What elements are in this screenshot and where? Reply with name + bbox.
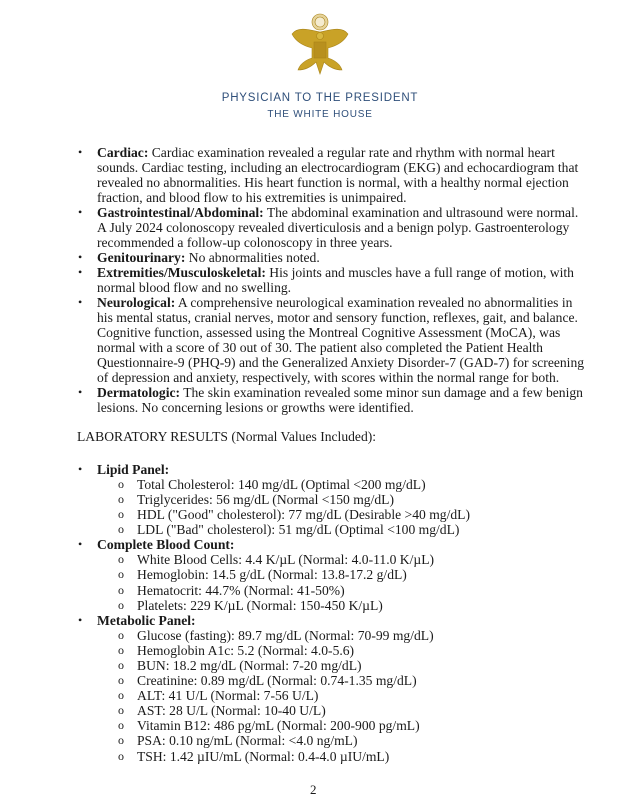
bullet-icon: •: [78, 265, 83, 279]
lab-result: [0, 703, 640, 718]
exam-item-text: No abnormalities noted.: [185, 250, 320, 265]
lab-result: [0, 628, 640, 643]
exam-item-text: Cognitive function, assessed using the Montreal Cognitive Assessment (MoCA), was: [97, 325, 561, 340]
lab-result-text: White Blood Cells: 4.4 K/µL (Normal: 4.0-11.0 K/µL): [137, 552, 435, 568]
exam-item-text: His joints and muscles have a full range of motion, with: [265, 265, 574, 280]
lab-result-text: TSH: 1.42 µIU/mL (Normal: 0.4-4.0 µIU/mL): [137, 748, 390, 764]
lab-panel-label: [97, 537, 640, 552]
exam-item-line: [97, 235, 640, 250]
lab-result-text: BUN: 18.2 mg/dL (Normal: 7-20 mg/dL): [137, 657, 362, 673]
lab-panel-label: [97, 613, 640, 628]
presidential-seal-icon: [288, 12, 352, 78]
exam-item-text: sounds. Cardiac testing, including an electrocardiogram (EKG) and echocardiogram that: [97, 160, 579, 175]
exam-item-line: [97, 310, 640, 325]
exam-item-label: Genitourinary:: [97, 250, 186, 265]
sub-bullet-icon: o: [118, 522, 124, 537]
exam-item-label: Gastrointestinal/Abdominal:: [97, 205, 264, 220]
lab-result: [0, 477, 640, 492]
exam-item-line: [97, 370, 640, 385]
lab-result-text: Vitamin B12: 486 pg/mL (Normal: 200-900 pg/mL): [137, 718, 420, 734]
sub-bullet-icon: o: [118, 688, 124, 703]
lab-result: [0, 718, 640, 733]
bullet-icon: •: [78, 295, 83, 309]
sub-bullet-icon: o: [118, 703, 124, 718]
lab-panel-title: Complete Blood Count:: [97, 537, 235, 553]
exam-item-text: normal with a score of 30 out of 30. The patient also completed the Patient Health: [97, 340, 543, 355]
lab-result: [0, 492, 640, 507]
lab-result: [0, 583, 640, 598]
lab-result: [0, 522, 640, 537]
exam-item-label: Neurological:: [97, 295, 176, 310]
exam-item-text: fraction, and blood flow to his extremities is unimpaired.: [97, 190, 407, 205]
exam-item-text: his mental status, cranial nerves, motor and sensory function, reflexes, gait, and balance.: [97, 310, 578, 325]
exam-item-text: A comprehensive neurological examination revealed no abnormalities in: [175, 295, 573, 310]
exam-item: [0, 250, 640, 265]
lab-result: [0, 643, 640, 658]
sub-bullet-icon: o: [118, 627, 124, 642]
exam-item-text: normal blood flow and no swelling.: [97, 280, 292, 295]
exam-item-line: [97, 145, 640, 160]
exam-item-line: [97, 190, 640, 205]
sub-bullet-icon: o: [118, 733, 124, 748]
exam-item-text: revealed no abnormalities. His heart function is normal, with a healthy normal ejection: [97, 175, 569, 190]
sub-bullet-icon: o: [118, 657, 124, 672]
bullet-icon: •: [78, 205, 83, 219]
exam-item-line: [97, 205, 640, 220]
exam-item-text: A July 2024 colonoscopy revealed diverticulosis and a benign polyp. Gastroenterology: [97, 220, 570, 235]
lab-panel-label: [97, 462, 640, 477]
page-number: 2: [310, 782, 317, 797]
exam-item-line: [97, 295, 640, 310]
sub-bullet-icon: o: [118, 492, 124, 507]
sub-bullet-icon: o: [118, 718, 124, 733]
exam-item-line: [97, 175, 640, 190]
exam-item: [0, 385, 640, 415]
lab-results-list: [0, 462, 640, 764]
sub-bullet-icon: o: [118, 673, 124, 688]
lab-result: [0, 507, 640, 522]
exam-item-line: [97, 340, 640, 355]
lab-result-text: PSA: 0.10 ng/mL (Normal: <4.0 ng/mL): [137, 733, 358, 749]
lab-panel-title: Lipid Panel:: [97, 462, 170, 477]
letterhead-subtitle: THE WHITE HOUSE: [267, 109, 373, 120]
lab-panel: [0, 537, 640, 552]
exam-item-line: [97, 220, 640, 235]
exam-item-text: lesions. No concerning lesions or growths were identified.: [97, 400, 414, 415]
sub-bullet-icon: o: [118, 477, 124, 491]
exam-item-line: [97, 280, 640, 295]
lab-result: [0, 673, 640, 688]
exam-item-label: Cardiac:: [97, 145, 149, 160]
exam-item-label: Dermatologic:: [97, 385, 181, 400]
lab-result-text: LDL ("Bad" cholesterol): 51 mg/dL (Optimal <100 mg/dL): [137, 522, 460, 538]
lab-result-text: Hemoglobin: 14.5 g/dL (Normal: 13.8-17.2 g/dL): [137, 567, 407, 583]
exam-item-line: [97, 355, 640, 370]
exam-item-text: Cardiac examination revealed a regular rate and rhythm with normal heart: [148, 145, 555, 160]
exam-item-text: of depression and anxiety, respectively, with scores within the normal range for both.: [97, 370, 560, 385]
sub-bullet-icon: o: [118, 597, 124, 612]
exam-item-line: [97, 400, 640, 415]
exam-item-text: recommended a follow-up colonoscopy in three years.: [97, 235, 393, 250]
exam-item-line: [97, 385, 640, 400]
exam-item-line: [97, 250, 640, 265]
exam-item: [0, 295, 640, 385]
exam-item-text: Questionnaire-9 (PHQ-9) and the Generalized Anxiety Disorder-7 (GAD-7) for screening: [97, 355, 585, 370]
sub-bullet-icon: o: [118, 582, 124, 597]
sub-bullet-icon: o: [118, 507, 124, 522]
bullet-icon: •: [78, 250, 83, 264]
lab-result: [0, 749, 640, 764]
bullet-icon: •: [78, 462, 83, 476]
exam-item-line: [97, 160, 640, 175]
lab-panel-title: Metabolic Panel:: [97, 612, 196, 628]
lab-result-text: Platelets: 229 K/µL (Normal: 150-450 K/µL): [137, 597, 383, 613]
exam-item: [0, 145, 640, 205]
bullet-icon: •: [78, 145, 83, 159]
lab-result-text: Triglycerides: 56 mg/dL (Normal <150 mg/dL): [137, 492, 394, 508]
exam-item-label: Extremities/Musculoskeletal:: [97, 265, 266, 280]
lab-result-text: Glucose (fasting): 89.7 mg/dL (Normal: 70-99 mg/dL): [137, 627, 434, 643]
exam-item-line: [97, 325, 640, 340]
lab-result: [0, 658, 640, 673]
exam-item-text: The skin examination revealed some minor sun damage and a few benign: [180, 385, 583, 400]
exam-item: [0, 205, 640, 250]
lab-result: [0, 598, 640, 613]
lab-result-text: ALT: 41 U/L (Normal: 7-56 U/L): [137, 688, 319, 704]
sub-bullet-icon: o: [118, 552, 124, 567]
exam-item-text: The abdominal examination and ultrasound were normal.: [263, 205, 579, 220]
bullet-icon: •: [78, 537, 83, 552]
lab-result: [0, 552, 640, 567]
lab-result-text: HDL ("Good" cholesterol): 77 mg/dL (Desirable >40 mg/dL): [137, 507, 470, 523]
bullet-icon: •: [78, 385, 83, 399]
lab-result-text: Hematocrit: 44.7% (Normal: 41-50%): [137, 582, 345, 598]
letterhead-title: PHYSICIAN TO THE PRESIDENT: [221, 92, 419, 104]
bullet-icon: •: [78, 612, 83, 627]
lab-result: [0, 567, 640, 582]
lab-results-heading: LABORATORY RESULTS (Normal Values Included):: [77, 429, 377, 444]
lab-panel: [0, 462, 640, 477]
lab-result-text: Creatinine: 0.89 mg/dL (Normal: 0.74-1.35 mg/dL): [137, 673, 417, 689]
exam-item-line: [97, 265, 640, 280]
sub-bullet-icon: o: [118, 748, 124, 763]
lab-result-text: Hemoglobin A1c: 5.2 (Normal: 4.0-5.6): [137, 642, 355, 658]
lab-result-text: Total Cholesterol: 140 mg/dL (Optimal <200 mg/dL): [137, 477, 426, 492]
lab-result: [0, 733, 640, 748]
lab-result-text: AST: 28 U/L (Normal: 10-40 U/L): [137, 703, 326, 719]
sub-bullet-icon: o: [118, 567, 124, 582]
exam-item: [0, 265, 640, 295]
exam-findings-list: [0, 145, 640, 415]
lab-result: [0, 688, 640, 703]
lab-panel: [0, 613, 640, 628]
sub-bullet-icon: o: [118, 642, 124, 657]
